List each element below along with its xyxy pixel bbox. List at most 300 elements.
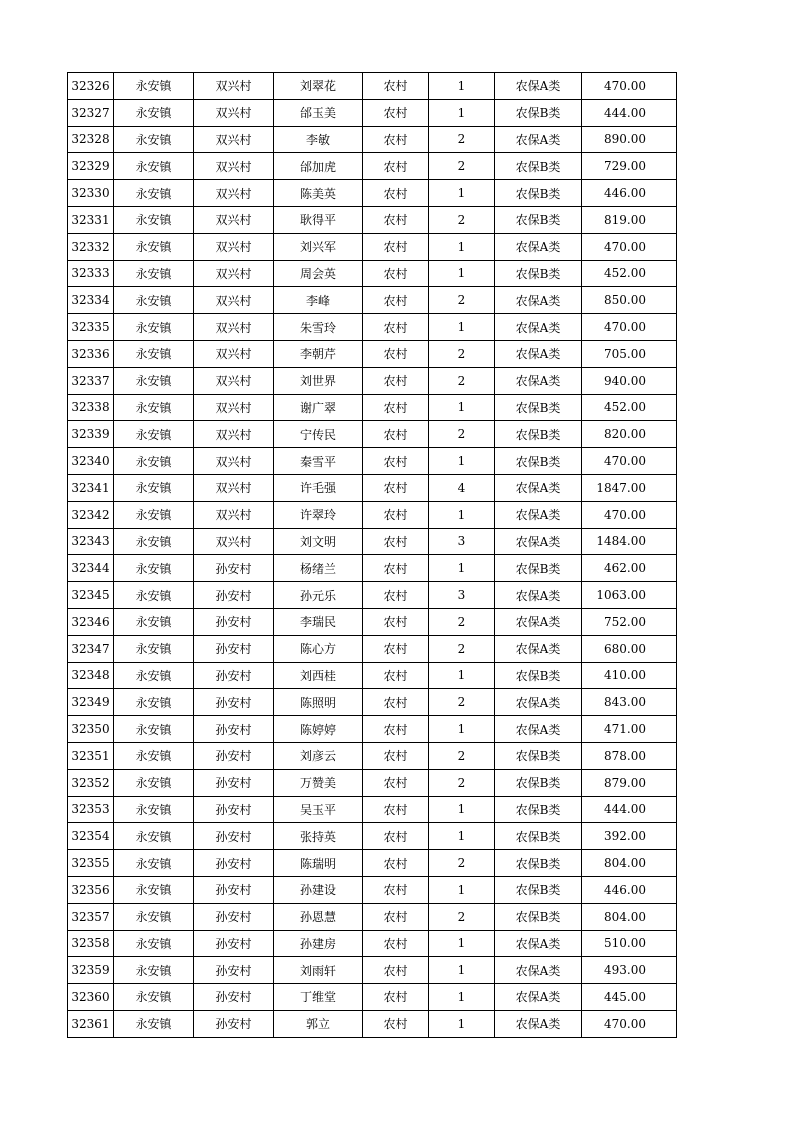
amount-cell: 470.00: [582, 233, 677, 260]
area-type-cell: 农村: [363, 608, 429, 635]
household-size-cell: 1: [429, 501, 495, 528]
area-type-cell: 农村: [363, 180, 429, 207]
record-id-cell: 32334: [68, 287, 114, 314]
area-type-cell: 农村: [363, 984, 429, 1011]
table-row: [68, 716, 677, 743]
name-cell: 宁传民: [274, 421, 363, 448]
roster-table-body: [68, 73, 677, 1038]
town-cell: 永安镇: [114, 180, 194, 207]
name-cell: 刘翠花: [274, 73, 363, 100]
village-cell: 双兴村: [194, 501, 274, 528]
insurance-category-cell: 农保A类: [495, 930, 582, 957]
insurance-category-cell: 农保A类: [495, 528, 582, 555]
name-cell: 孙恩慧: [274, 903, 363, 930]
record-id-cell: 32327: [68, 99, 114, 126]
town-cell: 永安镇: [114, 528, 194, 555]
table-row: [68, 582, 677, 609]
household-size-cell: 3: [429, 582, 495, 609]
name-cell: 李朝芹: [274, 340, 363, 367]
record-id-cell: 32336: [68, 340, 114, 367]
amount-cell: 452.00: [582, 260, 677, 287]
table-row: [68, 689, 677, 716]
amount-cell: 680.00: [582, 635, 677, 662]
table-row: [68, 796, 677, 823]
amount-cell: 510.00: [582, 930, 677, 957]
name-cell: 陈照明: [274, 689, 363, 716]
insurance-category-cell: 农保A类: [495, 287, 582, 314]
village-cell: 孙安村: [194, 555, 274, 582]
amount-cell: 446.00: [582, 180, 677, 207]
table-row: [68, 528, 677, 555]
insurance-category-cell: 农保A类: [495, 608, 582, 635]
name-cell: 邰加虎: [274, 153, 363, 180]
roster-table: [67, 72, 677, 1038]
insurance-category-cell: 农保B类: [495, 260, 582, 287]
village-cell: 双兴村: [194, 233, 274, 260]
village-cell: 双兴村: [194, 153, 274, 180]
village-cell: 双兴村: [194, 126, 274, 153]
town-cell: 永安镇: [114, 582, 194, 609]
record-id-cell: 32337: [68, 367, 114, 394]
record-id-cell: 32355: [68, 850, 114, 877]
village-cell: 双兴村: [194, 287, 274, 314]
household-size-cell: 1: [429, 876, 495, 903]
amount-cell: 752.00: [582, 608, 677, 635]
village-cell: 孙安村: [194, 608, 274, 635]
town-cell: 永安镇: [114, 99, 194, 126]
insurance-category-cell: 农保A类: [495, 689, 582, 716]
name-cell: 朱雪玲: [274, 314, 363, 341]
area-type-cell: 农村: [363, 367, 429, 394]
village-cell: 孙安村: [194, 957, 274, 984]
town-cell: 永安镇: [114, 876, 194, 903]
amount-cell: 452.00: [582, 394, 677, 421]
town-cell: 永安镇: [114, 769, 194, 796]
amount-cell: 1063.00: [582, 582, 677, 609]
name-cell: 许翠玲: [274, 501, 363, 528]
insurance-category-cell: 农保A类: [495, 582, 582, 609]
area-type-cell: 农村: [363, 1010, 429, 1037]
record-id-cell: 32353: [68, 796, 114, 823]
record-id-cell: 32338: [68, 394, 114, 421]
town-cell: 永安镇: [114, 233, 194, 260]
town-cell: 永安镇: [114, 126, 194, 153]
table-row: [68, 555, 677, 582]
record-id-cell: 32357: [68, 903, 114, 930]
town-cell: 永安镇: [114, 501, 194, 528]
area-type-cell: 农村: [363, 501, 429, 528]
area-type-cell: 农村: [363, 796, 429, 823]
table-row: [68, 340, 677, 367]
insurance-category-cell: 农保A类: [495, 635, 582, 662]
amount-cell: 843.00: [582, 689, 677, 716]
village-cell: 双兴村: [194, 367, 274, 394]
amount-cell: 850.00: [582, 287, 677, 314]
record-id-cell: 32350: [68, 716, 114, 743]
table-row: [68, 180, 677, 207]
area-type-cell: 农村: [363, 474, 429, 501]
household-size-cell: 1: [429, 314, 495, 341]
record-id-cell: 32348: [68, 662, 114, 689]
household-size-cell: 1: [429, 394, 495, 421]
town-cell: 永安镇: [114, 555, 194, 582]
village-cell: 孙安村: [194, 769, 274, 796]
amount-cell: 879.00: [582, 769, 677, 796]
name-cell: 刘世界: [274, 367, 363, 394]
amount-cell: 820.00: [582, 421, 677, 448]
area-type-cell: 农村: [363, 876, 429, 903]
table-row: [68, 769, 677, 796]
town-cell: 永安镇: [114, 608, 194, 635]
amount-cell: 444.00: [582, 99, 677, 126]
table-row: [68, 876, 677, 903]
record-id-cell: 32359: [68, 957, 114, 984]
name-cell: 郭立: [274, 1010, 363, 1037]
name-cell: 丁维堂: [274, 984, 363, 1011]
town-cell: 永安镇: [114, 689, 194, 716]
record-id-cell: 32343: [68, 528, 114, 555]
area-type-cell: 农村: [363, 448, 429, 475]
name-cell: 吴玉平: [274, 796, 363, 823]
household-size-cell: 1: [429, 930, 495, 957]
record-id-cell: 32354: [68, 823, 114, 850]
town-cell: 永安镇: [114, 984, 194, 1011]
amount-cell: 445.00: [582, 984, 677, 1011]
insurance-category-cell: 农保B类: [495, 99, 582, 126]
village-cell: 双兴村: [194, 528, 274, 555]
town-cell: 永安镇: [114, 73, 194, 100]
village-cell: 孙安村: [194, 716, 274, 743]
name-cell: 张持英: [274, 823, 363, 850]
town-cell: 永安镇: [114, 367, 194, 394]
village-cell: 孙安村: [194, 823, 274, 850]
area-type-cell: 农村: [363, 394, 429, 421]
household-size-cell: 1: [429, 796, 495, 823]
amount-cell: 446.00: [582, 876, 677, 903]
table-row: [68, 662, 677, 689]
area-type-cell: 农村: [363, 287, 429, 314]
insurance-category-cell: 农保B类: [495, 206, 582, 233]
household-size-cell: 2: [429, 850, 495, 877]
insurance-category-cell: 农保B类: [495, 769, 582, 796]
town-cell: 永安镇: [114, 823, 194, 850]
town-cell: 永安镇: [114, 448, 194, 475]
town-cell: 永安镇: [114, 1010, 194, 1037]
town-cell: 永安镇: [114, 796, 194, 823]
name-cell: 陈瑞明: [274, 850, 363, 877]
table-row: [68, 421, 677, 448]
table-row: [68, 287, 677, 314]
amount-cell: 493.00: [582, 957, 677, 984]
amount-cell: 804.00: [582, 850, 677, 877]
table-row: [68, 474, 677, 501]
name-cell: 刘西桂: [274, 662, 363, 689]
household-size-cell: 1: [429, 1010, 495, 1037]
record-id-cell: 32328: [68, 126, 114, 153]
village-cell: 孙安村: [194, 662, 274, 689]
record-id-cell: 32330: [68, 180, 114, 207]
record-id-cell: 32351: [68, 742, 114, 769]
table-row: [68, 394, 677, 421]
table-row: [68, 501, 677, 528]
insurance-category-cell: 农保B类: [495, 394, 582, 421]
village-cell: 双兴村: [194, 73, 274, 100]
record-id-cell: 32341: [68, 474, 114, 501]
amount-cell: 890.00: [582, 126, 677, 153]
insurance-category-cell: 农保B类: [495, 555, 582, 582]
insurance-category-cell: 农保A类: [495, 984, 582, 1011]
name-cell: 李峰: [274, 287, 363, 314]
insurance-category-cell: 农保A类: [495, 501, 582, 528]
insurance-category-cell: 农保B类: [495, 876, 582, 903]
insurance-category-cell: 农保B类: [495, 421, 582, 448]
town-cell: 永安镇: [114, 287, 194, 314]
village-cell: 双兴村: [194, 206, 274, 233]
table-row: [68, 1010, 677, 1037]
table-row: [68, 957, 677, 984]
area-type-cell: 农村: [363, 99, 429, 126]
record-id-cell: 32360: [68, 984, 114, 1011]
record-id-cell: 32335: [68, 314, 114, 341]
table-row: [68, 73, 677, 100]
table-row: [68, 260, 677, 287]
town-cell: 永安镇: [114, 206, 194, 233]
town-cell: 永安镇: [114, 474, 194, 501]
village-cell: 孙安村: [194, 984, 274, 1011]
insurance-category-cell: 农保A类: [495, 126, 582, 153]
area-type-cell: 农村: [363, 421, 429, 448]
household-size-cell: 2: [429, 340, 495, 367]
village-cell: 双兴村: [194, 260, 274, 287]
area-type-cell: 农村: [363, 662, 429, 689]
town-cell: 永安镇: [114, 340, 194, 367]
amount-cell: 470.00: [582, 448, 677, 475]
town-cell: 永安镇: [114, 260, 194, 287]
insurance-category-cell: 农保A类: [495, 716, 582, 743]
table-row: [68, 850, 677, 877]
name-cell: 刘雨轩: [274, 957, 363, 984]
area-type-cell: 农村: [363, 260, 429, 287]
village-cell: 双兴村: [194, 448, 274, 475]
household-size-cell: 1: [429, 662, 495, 689]
name-cell: 陈心方: [274, 635, 363, 662]
name-cell: 陈美英: [274, 180, 363, 207]
insurance-category-cell: 农保A类: [495, 957, 582, 984]
record-id-cell: 32333: [68, 260, 114, 287]
village-cell: 孙安村: [194, 635, 274, 662]
household-size-cell: 2: [429, 287, 495, 314]
household-size-cell: 2: [429, 421, 495, 448]
amount-cell: 410.00: [582, 662, 677, 689]
area-type-cell: 农村: [363, 930, 429, 957]
table-row: [68, 635, 677, 662]
town-cell: 永安镇: [114, 421, 194, 448]
town-cell: 永安镇: [114, 957, 194, 984]
amount-cell: 470.00: [582, 1010, 677, 1037]
household-size-cell: 2: [429, 689, 495, 716]
village-cell: 孙安村: [194, 742, 274, 769]
record-id-cell: 32358: [68, 930, 114, 957]
amount-cell: 1847.00: [582, 474, 677, 501]
area-type-cell: 农村: [363, 153, 429, 180]
amount-cell: 392.00: [582, 823, 677, 850]
household-size-cell: 2: [429, 153, 495, 180]
household-size-cell: 1: [429, 233, 495, 260]
area-type-cell: 农村: [363, 716, 429, 743]
town-cell: 永安镇: [114, 850, 194, 877]
amount-cell: 470.00: [582, 73, 677, 100]
village-cell: 孙安村: [194, 850, 274, 877]
area-type-cell: 农村: [363, 903, 429, 930]
table-row: [68, 448, 677, 475]
insurance-category-cell: 农保A类: [495, 73, 582, 100]
village-cell: 双兴村: [194, 314, 274, 341]
record-id-cell: 32344: [68, 555, 114, 582]
table-row: [68, 233, 677, 260]
name-cell: 耿得平: [274, 206, 363, 233]
town-cell: 永安镇: [114, 153, 194, 180]
insurance-category-cell: 农保B类: [495, 796, 582, 823]
area-type-cell: 农村: [363, 314, 429, 341]
amount-cell: 444.00: [582, 796, 677, 823]
village-cell: 双兴村: [194, 340, 274, 367]
household-size-cell: 2: [429, 742, 495, 769]
name-cell: 刘兴军: [274, 233, 363, 260]
record-id-cell: 32339: [68, 421, 114, 448]
village-cell: 孙安村: [194, 1010, 274, 1037]
amount-cell: 470.00: [582, 314, 677, 341]
area-type-cell: 农村: [363, 957, 429, 984]
area-type-cell: 农村: [363, 823, 429, 850]
household-size-cell: 1: [429, 984, 495, 1011]
table-row: [68, 367, 677, 394]
insurance-category-cell: 农保B类: [495, 850, 582, 877]
table-row: [68, 314, 677, 341]
insurance-category-cell: 农保B类: [495, 180, 582, 207]
area-type-cell: 农村: [363, 340, 429, 367]
amount-cell: 470.00: [582, 501, 677, 528]
area-type-cell: 农村: [363, 555, 429, 582]
table-row: [68, 608, 677, 635]
name-cell: 孙元乐: [274, 582, 363, 609]
village-cell: 孙安村: [194, 796, 274, 823]
household-size-cell: 2: [429, 635, 495, 662]
name-cell: 谢广翠: [274, 394, 363, 421]
town-cell: 永安镇: [114, 903, 194, 930]
amount-cell: 729.00: [582, 153, 677, 180]
name-cell: 陈婷婷: [274, 716, 363, 743]
household-size-cell: 2: [429, 608, 495, 635]
record-id-cell: 32342: [68, 501, 114, 528]
record-id-cell: 32349: [68, 689, 114, 716]
area-type-cell: 农村: [363, 528, 429, 555]
record-id-cell: 32332: [68, 233, 114, 260]
table-row: [68, 153, 677, 180]
name-cell: 周会英: [274, 260, 363, 287]
town-cell: 永安镇: [114, 716, 194, 743]
record-id-cell: 32340: [68, 448, 114, 475]
area-type-cell: 农村: [363, 206, 429, 233]
village-cell: 孙安村: [194, 582, 274, 609]
town-cell: 永安镇: [114, 930, 194, 957]
name-cell: 刘文明: [274, 528, 363, 555]
village-cell: 双兴村: [194, 474, 274, 501]
table-row: [68, 99, 677, 126]
record-id-cell: 32356: [68, 876, 114, 903]
household-size-cell: 2: [429, 206, 495, 233]
amount-cell: 462.00: [582, 555, 677, 582]
table-row: [68, 984, 677, 1011]
name-cell: 孙建设: [274, 876, 363, 903]
area-type-cell: 农村: [363, 73, 429, 100]
name-cell: 杨绪兰: [274, 555, 363, 582]
name-cell: 万赞美: [274, 769, 363, 796]
village-cell: 双兴村: [194, 99, 274, 126]
table-row: [68, 903, 677, 930]
village-cell: 双兴村: [194, 421, 274, 448]
amount-cell: 804.00: [582, 903, 677, 930]
household-size-cell: 1: [429, 180, 495, 207]
town-cell: 永安镇: [114, 394, 194, 421]
area-type-cell: 农村: [363, 742, 429, 769]
amount-cell: 1484.00: [582, 528, 677, 555]
insurance-category-cell: 农保A类: [495, 314, 582, 341]
household-size-cell: 4: [429, 474, 495, 501]
table-row: [68, 930, 677, 957]
insurance-category-cell: 农保A类: [495, 474, 582, 501]
household-size-cell: 2: [429, 367, 495, 394]
insurance-category-cell: 农保B类: [495, 903, 582, 930]
record-id-cell: 32352: [68, 769, 114, 796]
table-row: [68, 206, 677, 233]
village-cell: 孙安村: [194, 903, 274, 930]
household-size-cell: 2: [429, 769, 495, 796]
town-cell: 永安镇: [114, 635, 194, 662]
insurance-category-cell: 农保B类: [495, 742, 582, 769]
insurance-category-cell: 农保B类: [495, 823, 582, 850]
insurance-category-cell: 农保B类: [495, 448, 582, 475]
record-id-cell: 32346: [68, 608, 114, 635]
amount-cell: 819.00: [582, 206, 677, 233]
insurance-category-cell: 农保A类: [495, 367, 582, 394]
record-id-cell: 32347: [68, 635, 114, 662]
area-type-cell: 农村: [363, 689, 429, 716]
amount-cell: 940.00: [582, 367, 677, 394]
town-cell: 永安镇: [114, 662, 194, 689]
household-size-cell: 1: [429, 823, 495, 850]
household-size-cell: 3: [429, 528, 495, 555]
household-size-cell: 1: [429, 957, 495, 984]
household-size-cell: 1: [429, 73, 495, 100]
table-row: [68, 126, 677, 153]
name-cell: 李敏: [274, 126, 363, 153]
village-cell: 孙安村: [194, 876, 274, 903]
town-cell: 永安镇: [114, 314, 194, 341]
household-size-cell: 2: [429, 126, 495, 153]
household-size-cell: 2: [429, 903, 495, 930]
village-cell: 孙安村: [194, 689, 274, 716]
area-type-cell: 农村: [363, 769, 429, 796]
household-size-cell: 1: [429, 555, 495, 582]
area-type-cell: 农村: [363, 582, 429, 609]
record-id-cell: 32361: [68, 1010, 114, 1037]
amount-cell: 878.00: [582, 742, 677, 769]
household-size-cell: 1: [429, 99, 495, 126]
area-type-cell: 农村: [363, 635, 429, 662]
town-cell: 永安镇: [114, 742, 194, 769]
village-cell: 双兴村: [194, 180, 274, 207]
amount-cell: 705.00: [582, 340, 677, 367]
